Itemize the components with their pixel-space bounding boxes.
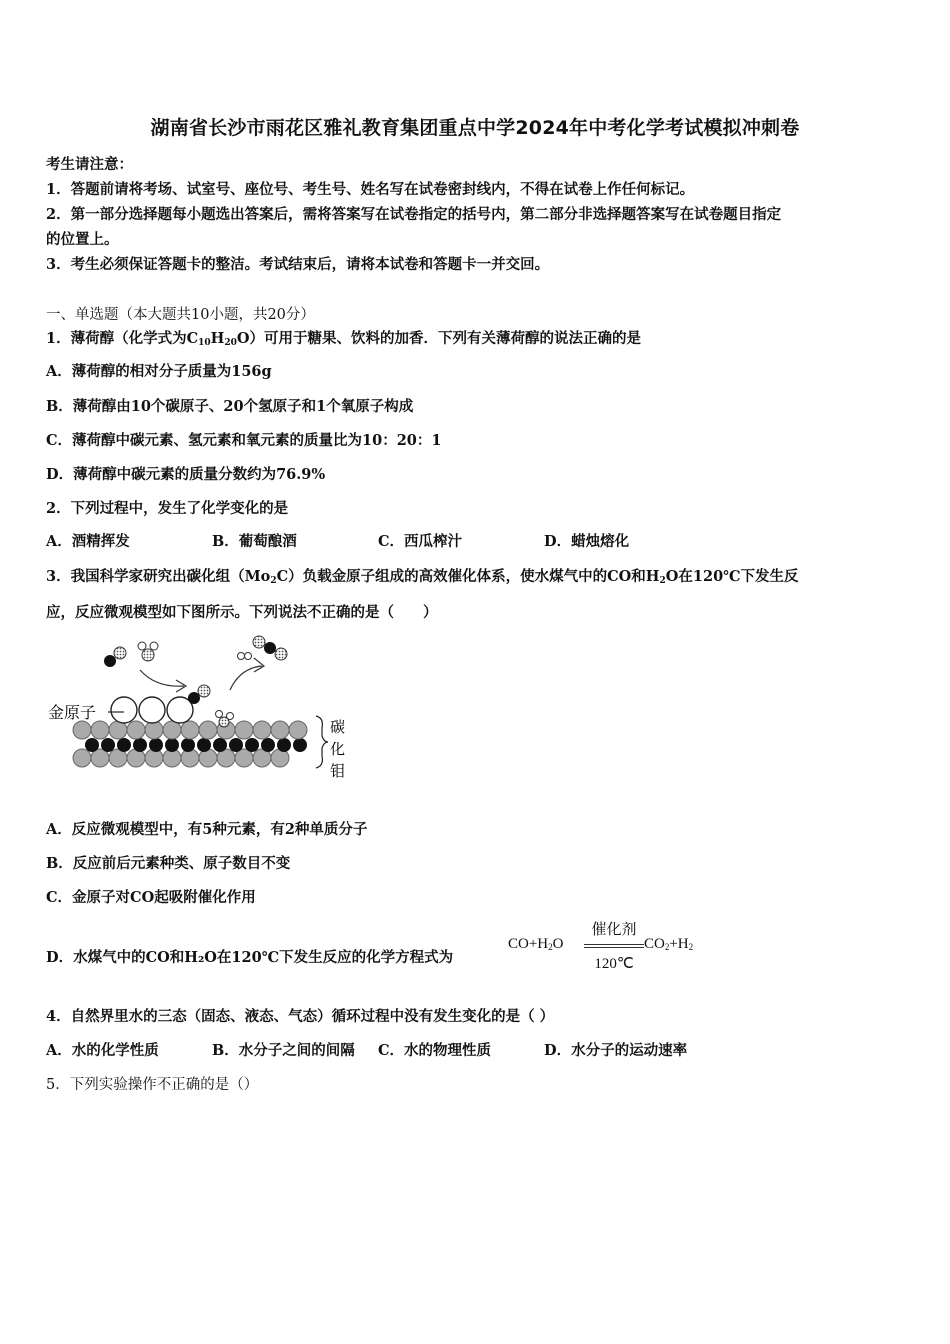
question-3-stem-line-2: 应，反应微观模型如下图所示。下列说法不正确的是（ ） — [46, 604, 438, 621]
gold-atoms — [111, 697, 193, 723]
water-molecule-incoming — [138, 642, 158, 661]
page-title: 湖南省长沙市雨花区雅礼教育集团重点中学2024年中考化学考试模拟冲刺卷 — [150, 117, 800, 139]
carbide-bottom-layer — [73, 749, 289, 767]
adsorbed-co — [188, 685, 210, 704]
equation-temperature: 120℃ — [594, 956, 634, 972]
carbide-label-3: 钼 — [330, 762, 346, 780]
question-3-option-c: C．金原子对CO起吸附催化作用 — [46, 889, 256, 906]
question-4-option-d: D．水分子的运动速率 — [544, 1042, 688, 1059]
carbide-label-1: 碳 — [330, 718, 346, 736]
equation-catalyst: 催化剂 — [591, 920, 637, 938]
question-1-stem: 1．薄荷醇（化学式为$C_{10}H_{20}O$）可用于糖果、饮料的加香．下列有关薄荷醇的说法正确的是 — [46, 330, 642, 348]
question-4-option-b: B．水分子之间的间隔 — [212, 1042, 355, 1059]
h2-molecule-outgoing — [238, 653, 252, 660]
reaction-model-figure — [44, 632, 354, 782]
question-1-option-c: C．薄荷醇中碳元素、氢元素和氧元素的质量比为10：20：1 — [46, 432, 442, 449]
question-2-option-a: A．酒精挥发 — [46, 533, 130, 550]
question-3-option-b: B．反应前后元素种类、原子数目不变 — [46, 855, 291, 872]
equation-line-bottom — [584, 947, 644, 948]
question-1-option-b: B．薄荷醇由10个碳原子、20个氢原子和1个氧原子构成 — [46, 398, 414, 415]
question-2-options — [46, 530, 629, 551]
question-2-option-c: C．西瓜榨汁 — [378, 533, 463, 550]
question-4-stem: 4．自然界里水的三态（固态、液态、气态）循环过程中没有发生变化的是（ ） — [46, 1008, 555, 1025]
carbide-top-layer — [73, 721, 307, 739]
question-4-option-a: A．水的化学性质 — [46, 1042, 159, 1059]
question-4-option-c: C．水的物理性质 — [378, 1042, 492, 1059]
gold-atom-label: 金原子 — [48, 703, 97, 722]
question-1-option-d: D．薄荷醇中碳元素的质量分数约为76.9% — [46, 466, 326, 483]
notice-item-1: 1．答题前请将考场、试室号、座位号、考生号、姓名写在试卷密封线内，不得在试卷上作任何标记。 — [46, 181, 695, 198]
question-3-option-d: D．水煤气中的CO和H₂O在120℃下发生反应的化学方程式为 — [46, 949, 454, 966]
co-molecule-incoming — [104, 647, 126, 667]
equation-left: $CO+H_2O$ — [508, 936, 564, 952]
question-4-options — [46, 1039, 687, 1060]
question-2-stem: 2．下列过程中，发生了化学变化的是 — [46, 500, 289, 517]
co2-molecule-outgoing — [253, 636, 287, 660]
question-3-option-a: A．反应微观模型中，有5种元素，有2种单质分子 — [46, 821, 368, 838]
equation-line-top — [584, 944, 644, 945]
question-2-option-b: B．葡萄酿酒 — [212, 533, 297, 550]
section-heading: 一、单选题（本大题共10小题，共20分） — [46, 307, 315, 323]
equation-right: $CO_2+H_2$ — [644, 936, 694, 952]
question-5-stem: 5．下列实验操作不正确的是（） — [46, 1077, 259, 1093]
question-1-option-a: A．薄荷醇的相对分子质量为156g — [46, 363, 272, 380]
carbide-label-2: 化 — [330, 740, 346, 758]
question-3-stem-line-1: 3．我国科学家研究出碳化组$(Mo_2C)$负载金原子组成的高效催化体系，使水煤气中的CO和$H_2O$在120℃下发生反 — [46, 568, 799, 586]
notice-item-2-cont: 的位置上。 — [46, 231, 119, 248]
notice-item-2: 2．第一部分选择题每小题选出答案后，需将答案写在试卷指定的括号内，第二部分非选择题答案写在试卷题目指定 — [46, 206, 782, 223]
notice-heading: 考生请注意： — [46, 156, 133, 173]
notice-item-3: 3．考生必须保证答题卡的整洁。考试结束后，请将本试卷和答题卡一并交回。 — [46, 256, 550, 273]
chemical-equation — [508, 918, 718, 976]
question-2-option-d: D．蜡烛熔化 — [544, 533, 630, 550]
